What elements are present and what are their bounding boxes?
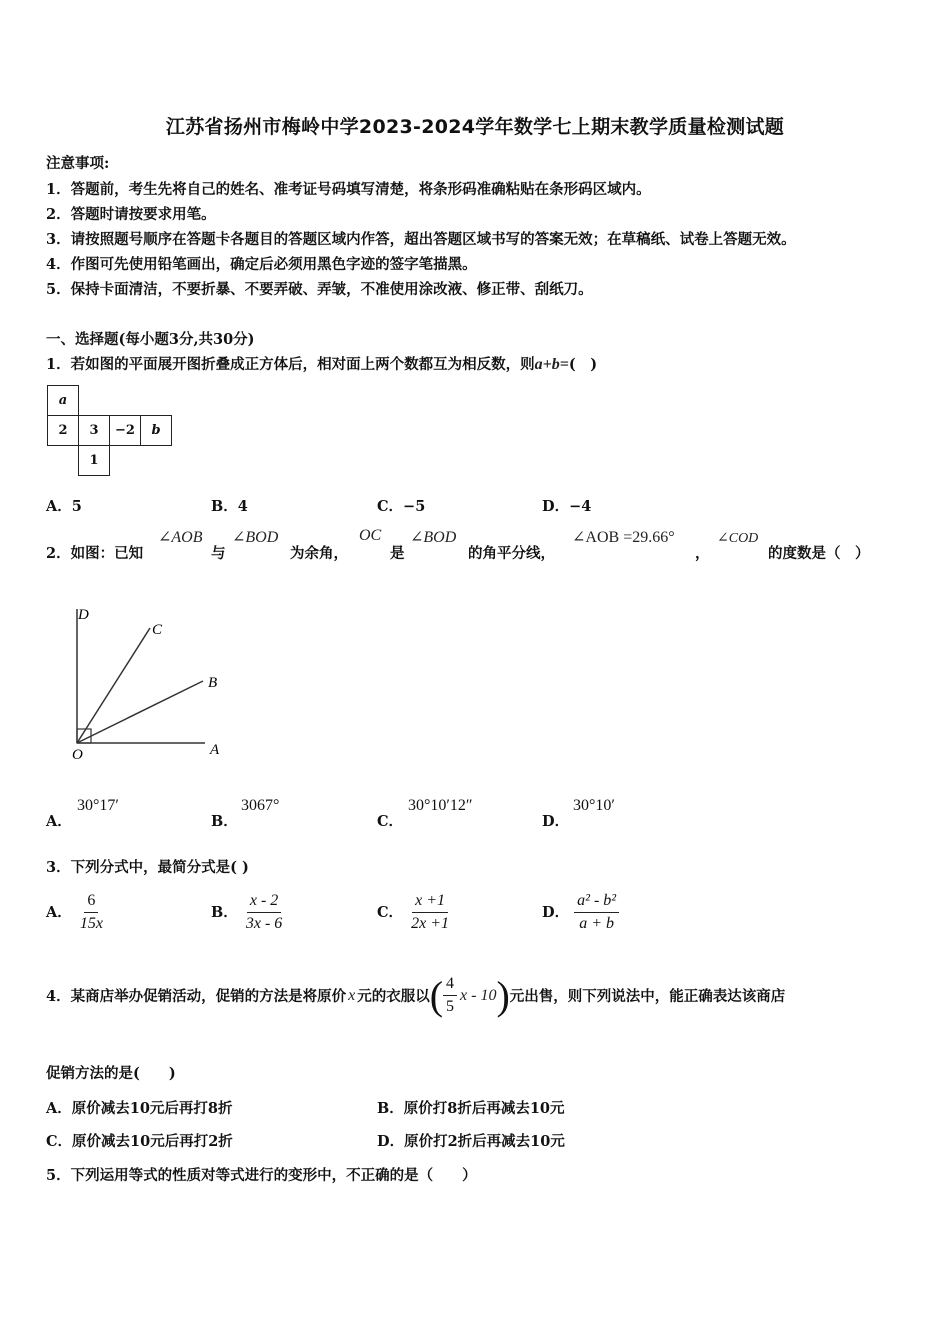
q4-continued: 促销方法的是( ) xyxy=(46,1065,176,1082)
q2-angle-aob: ∠AOB xyxy=(158,529,203,546)
q2-option-b-value: 3067° xyxy=(241,797,280,814)
notice-item: 2．答题时请按要求用笔。 xyxy=(46,206,216,223)
q2-angle-bod: ∠BOD xyxy=(410,529,457,546)
q2-label: 2．如图：已知 xyxy=(46,545,144,562)
page-title: 江苏省扬州市梅岭中学2023-2024学年数学七上期末教学质量检测试题 xyxy=(165,116,785,138)
q1-tail: ( ) xyxy=(568,356,598,373)
notice-item: 3．请按照题号顺序在答题卡各题目的答题区域内作答，超出答题区域书写的答案无效；在草稿纸、试卷上答题无效。 xyxy=(46,231,796,248)
net-cell: −2 xyxy=(110,416,141,446)
q1-option-a: A．5 xyxy=(46,498,82,515)
q3-option-c: C． $\frac{x +1}{2x +1}$ xyxy=(377,892,452,933)
notice-heading: 注意事项: xyxy=(46,155,110,172)
q2-text: 与 xyxy=(211,545,226,562)
q1-option-d: D．−4 xyxy=(542,498,592,515)
q2-comma: ， xyxy=(695,545,710,562)
paren-left: ( xyxy=(429,972,444,1018)
q3-option-b: B． $\frac{x - 2}{3x - 6}$ xyxy=(211,892,285,933)
q2-text: 为余角， xyxy=(290,545,348,562)
q2-option-b-letter: B． xyxy=(211,813,238,830)
q2-angle-cod: ∠COD xyxy=(717,531,759,546)
q2-option-d-value: 30°10′ xyxy=(573,797,615,814)
q2-option-c-letter: C． xyxy=(377,813,404,830)
q4-option-c: C．原价减去10元后再打2折 xyxy=(46,1133,233,1150)
q2-option-d-letter: D． xyxy=(542,813,570,830)
net-cell: 1 xyxy=(79,446,110,476)
notice-item: 5．保持卡面清洁，不要折暴、不要弄破、弄皱，不准使用涂改液、修正带、刮纸刀。 xyxy=(46,281,593,298)
notice-item: 1．答题前，考生先将自己的姓名、准考证号码填写清楚，将条形码准确粘贴在条形码区域内。 xyxy=(46,181,651,198)
fraction: $\frac{x - 2}{3x - 6}$ xyxy=(245,892,283,932)
label-c: C xyxy=(152,622,163,638)
q3-option-a: A． $\frac{6}{15x}$ xyxy=(46,892,106,933)
net-cell: 2 xyxy=(48,416,79,446)
q2-option-a-letter: A． xyxy=(46,813,72,830)
q2-given: ∠AOB =29.66° xyxy=(572,529,675,546)
net-cell: b xyxy=(141,416,172,446)
notice-item: 4．作图可先使用铅笔画出，确定后必须用黑色字迹的签字笔描黑。 xyxy=(46,256,477,273)
label-o: O xyxy=(72,747,83,763)
fraction: $\frac{6}{15x}$ xyxy=(79,892,103,932)
section-heading: 一、选择题(每小题3分,共30分) xyxy=(46,331,255,348)
fraction: $\frac{x +1}{2x +1}$ xyxy=(411,892,450,932)
net-cell: 3 xyxy=(79,416,110,446)
label-a: A xyxy=(210,742,220,758)
q2-text: 的度数是（ ） xyxy=(768,545,870,562)
q4-option-b: B．原价打8折后再减去10元 xyxy=(377,1100,565,1117)
q1-option-b: B．4 xyxy=(211,498,248,515)
q2-text: 的角平分线， xyxy=(468,545,555,562)
q4-option-d: D．原价打2折后再减去10元 xyxy=(377,1133,565,1150)
question-4: 4．某商店举办促销活动，促销的方法是将原价 x 元的衣服以 ( $\frac{4}{5}$ x - 10 ) 元出售，则下列说法中，能正确表达该商店 xyxy=(46,972,786,1018)
q1-text: 1．若如图的平面展开图折叠成正方体后，相对面上两个数都互为相反数，则 xyxy=(46,356,535,373)
cube-net xyxy=(47,385,172,476)
q1-expr: a+b= xyxy=(534,356,569,373)
question-5: 5．下列运用等式的性质对等式进行的变形中，不正确的是（ ） xyxy=(46,1167,477,1184)
q2-option-c-value: 30°10′12″ xyxy=(408,797,473,814)
q1-option-c: C．−5 xyxy=(377,498,426,515)
net-cell: a xyxy=(48,386,79,416)
label-b: B xyxy=(208,675,218,691)
label-d: D xyxy=(78,607,89,623)
q2-option-a-value: 30°17′ xyxy=(77,797,119,814)
angle-figure xyxy=(60,595,240,770)
fraction: $\frac{\text{a² - b²}}{a + b}$ xyxy=(574,892,619,933)
q2-angle-bod: ∠BOD xyxy=(232,529,279,546)
q2-oc: OC xyxy=(359,527,382,544)
question-1 xyxy=(46,353,597,374)
paren-right: ) xyxy=(496,972,510,1018)
fraction: $\frac{4}{5}$ xyxy=(443,975,457,1016)
q4-option-a: A．原价减去10元后再打8折 xyxy=(46,1100,233,1117)
q3-option-d: D． $\frac{\text{a² - b²}}{a + b}$ xyxy=(542,892,619,933)
question-3: 3．下列分式中，最简分式是( ) xyxy=(46,859,249,876)
q2-text: 是 xyxy=(390,545,405,562)
